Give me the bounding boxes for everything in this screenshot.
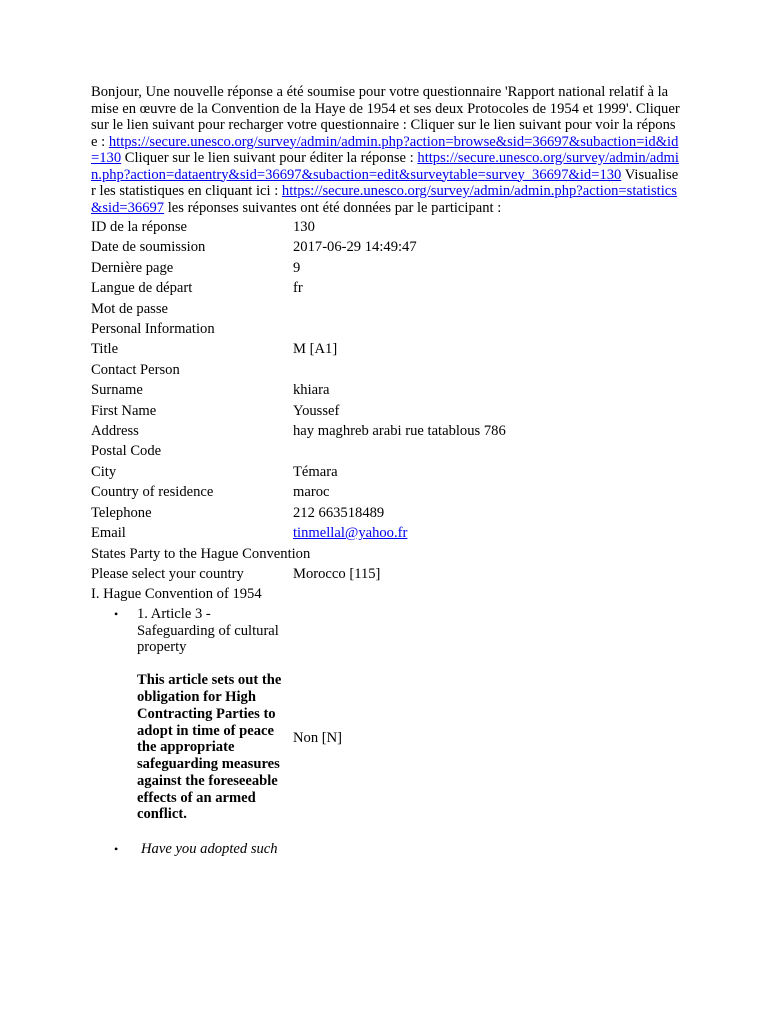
row-label: Surname — [91, 382, 143, 399]
row-value: M [A1] — [293, 341, 338, 358]
row-label: Please select your country — [91, 565, 244, 582]
table-row — [91, 360, 673, 380]
row-value: Témara — [293, 463, 338, 480]
intro-text: Bonjour, Une nouvelle réponse a été soumise pour votre questionnaire 'Rapport national relatif à la mise en œuvre de la Convention de la Haye de 1954 et ses deux Protocoles de 1954 et 1999'. Cliquer sur le lien suivant pour recharger votre questionnaire : Cliquer sur le lien suivant pour voir la réponse : — [91, 84, 680, 150]
section-heading-row — [91, 584, 673, 604]
edit-response-link[interactable]: https://secure.unesco.org/survey/admin/admin.php?action=dataentry&sid=36697&subaction=edit&surveytable=survey_36697&id=130 — [91, 150, 679, 183]
question-item — [91, 841, 681, 858]
question-description: This article sets out the obligation for High Contracting Parties to adopt in time of peace the appropriate safeguarding measures against the foreseeable effects of an armed conflict. — [137, 672, 282, 823]
table-row — [91, 421, 673, 441]
table-row — [91, 380, 673, 400]
browse-response-link[interactable]: https://secure.unesco.org/survey/admin/admin.php?action=browse&sid=36697&subaction=id&id=130 — [91, 133, 679, 166]
row-label: Langue de départ — [91, 280, 193, 297]
table-row — [91, 503, 673, 523]
question-block — [91, 606, 681, 858]
row-label: Personal Information — [91, 321, 215, 338]
email-body — [91, 84, 681, 858]
bullet-icon: • — [114, 606, 119, 621]
table-row — [91, 482, 673, 502]
row-value: Youssef — [293, 402, 340, 419]
statistics-link[interactable]: https://secure.unesco.org/survey/admin/admin.php?action=statistics&sid=36697 — [91, 183, 677, 216]
row-value — [293, 319, 673, 339]
row-value — [293, 299, 673, 319]
row-label: Email — [91, 525, 126, 542]
row-label: Dernière page — [91, 259, 174, 276]
section-heading-row — [91, 544, 673, 564]
row-label: Date de soumission — [91, 239, 206, 256]
section-heading: States Party to the Hague Convention — [91, 545, 311, 562]
intro-paragraph — [91, 84, 681, 216]
question-title: Have you adopted such — [141, 841, 278, 858]
row-value: 130 — [293, 219, 315, 235]
table-row — [91, 278, 673, 298]
question-title: 1. Article 3 - Safeguarding of cultural property — [137, 605, 279, 656]
row-value — [293, 441, 673, 461]
email-link[interactable]: tinmellal@yahoo.fr — [293, 525, 408, 542]
row-label: Postal Code — [91, 443, 162, 460]
row-value: maroc — [293, 484, 330, 501]
question-answer: Non [N] — [293, 729, 343, 746]
intro-text: Visualiser les statistiques en cliquant ici : — [91, 166, 679, 199]
row-label: Country of residence — [91, 484, 214, 501]
row-value: Morocco [115] — [293, 565, 381, 582]
row-label: City — [91, 463, 117, 480]
table-row — [91, 523, 673, 543]
row-label: Address — [91, 423, 139, 440]
table-row — [91, 441, 673, 461]
table-row — [91, 319, 673, 339]
row-value — [293, 360, 673, 380]
table-row — [91, 258, 673, 278]
row-value: khiara — [293, 382, 330, 399]
table-row — [91, 217, 673, 237]
question-item — [91, 606, 289, 824]
row-label: ID de la réponse — [91, 219, 188, 235]
table-row — [91, 401, 673, 421]
bullet-icon: • — [114, 842, 119, 857]
intro-text: les réponses suivantes ont été données par le participant : — [164, 199, 502, 216]
row-value: 9 — [293, 259, 301, 276]
table-row — [91, 299, 673, 319]
row-label: Contact Person — [91, 361, 180, 378]
table-row — [91, 339, 673, 359]
row-value: 212 663518489 — [293, 504, 385, 521]
row-value: fr — [293, 280, 303, 297]
row-label: First Name — [91, 402, 157, 419]
row-label: Title — [91, 341, 119, 358]
row-value: hay maghreb arabi rue tatablous 786 — [293, 423, 506, 440]
intro-text: Cliquer sur le lien suivant pour éditer la réponse : — [121, 150, 418, 166]
section-heading: I. Hague Convention of 1954 — [91, 586, 262, 603]
table-row — [91, 564, 673, 584]
table-row — [91, 237, 673, 257]
row-label: Mot de passe — [91, 300, 169, 317]
row-label: Telephone — [91, 504, 152, 521]
response-table — [91, 217, 673, 605]
table-row — [91, 462, 673, 482]
row-value: 2017-06-29 14:49:47 — [293, 239, 417, 256]
